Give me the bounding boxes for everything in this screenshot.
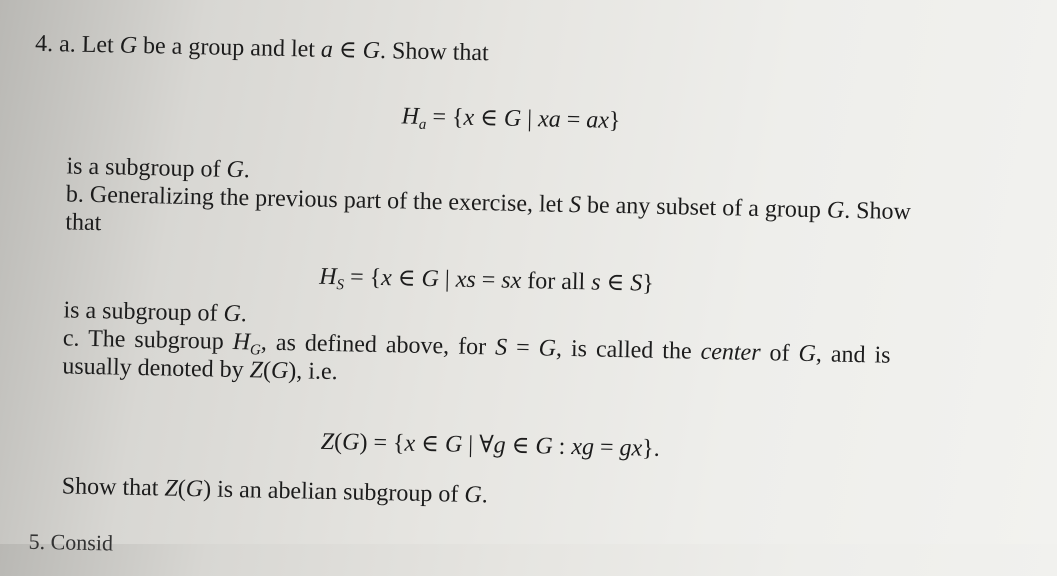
part-b-label: b.: [65, 181, 85, 208]
formula-h-a: $H_a = \{x$ ∈ G | xa = ax}: [401, 103, 621, 135]
part-c-text-line1: c. The subgroup $H_G$, as defined above, for S = G, is called the center of G, and is: [62, 325, 891, 369]
part-c-label: c.: [62, 325, 80, 352]
part-c-text-line2: usually denoted by Z(G), i.e.: [62, 353, 338, 386]
part-a-intro-text: Let G be a group and let a ∈ G. Show that: [81, 31, 489, 67]
formula-h-s: $H_S = \{x$ ∈ G | xs = sx for all s ∈ S}: [319, 263, 655, 297]
part-c-conclusion: Show that Z(G) is an abelian subgroup of G.: [61, 473, 489, 509]
part-a-conclusion: is a subgroup of G.: [66, 153, 251, 184]
next-item-partial: 5. Consid: [28, 528, 114, 556]
part-b-intro-line2: that: [65, 209, 102, 237]
part-b-conclusion: is a subgroup of G.: [63, 297, 248, 328]
problem-number: 4.: [34, 30, 54, 58]
formula-center: Z(G) = {x ∈ G | ∀g ∈ G : xg = gx}.: [320, 428, 660, 462]
part-a-label: a.: [58, 31, 77, 58]
part-a-intro: [35, 29, 489, 67]
part-b-intro-line1: b. Generalizing the previous part of the exercise, let S be any subset of a group G. Show: [65, 181, 912, 226]
